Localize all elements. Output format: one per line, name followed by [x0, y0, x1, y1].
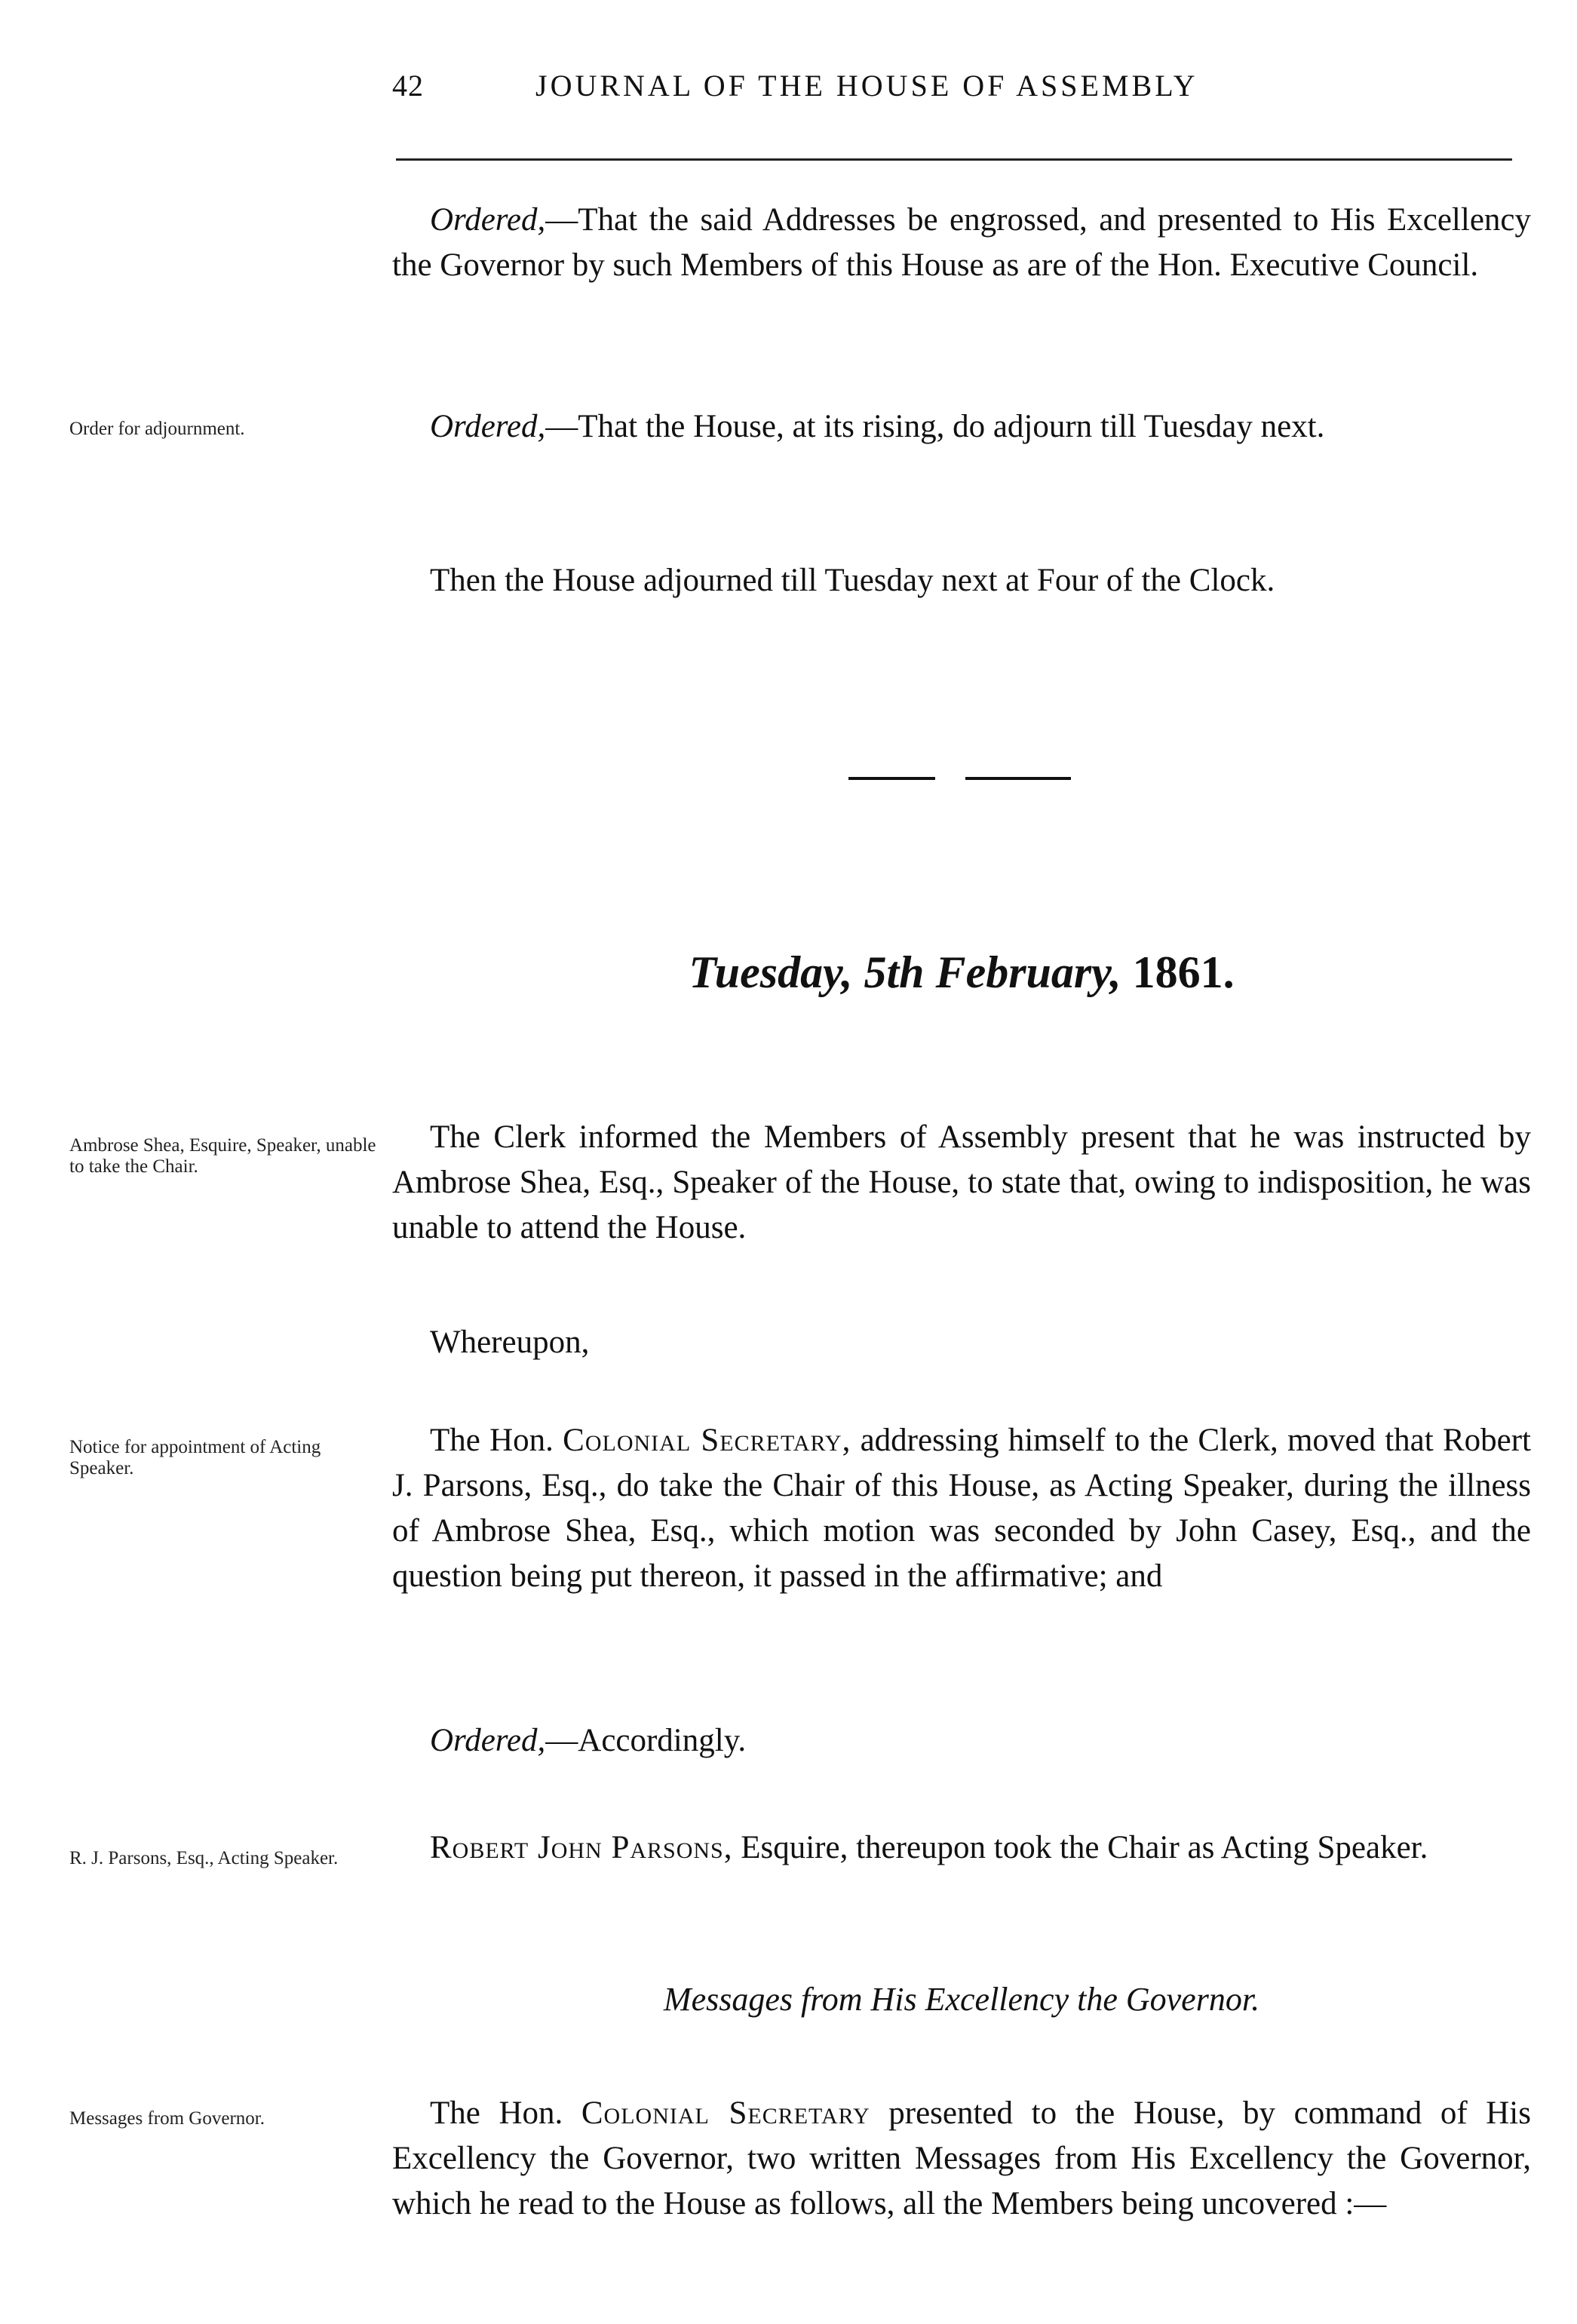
- ordered-label: Ordered,: [430, 409, 546, 444]
- paragraph-pre: The Hon.: [430, 1423, 554, 1458]
- paragraph-parsons-took-chair: [392, 1825, 1531, 1871]
- paragraph-text: addressing himself to the Clerk, moved that Robert J. Parsons, Esq., do take the Chair of this House, as Acting Speaker, during the illness of Ambrose Shea, Esq., which motion was seconded by John Casey, Esq., and the question being put thereon, it passed in the affirmative; and: [392, 1423, 1531, 1594]
- paragraph-messages-presented: [392, 2091, 1531, 2227]
- date-weekday: Tuesday,: [689, 947, 853, 997]
- paragraph-text: Then the House adjourned till Tuesday next at Four of the Clock.: [430, 563, 1275, 598]
- paragraph-motion-acting-speaker: [392, 1418, 1531, 1599]
- date-month: February,: [935, 947, 1121, 997]
- paragraph-text: Esquire, thereupon took the Chair as Acting Speaker.: [741, 1830, 1428, 1865]
- section-heading: Messages from His Excellency the Governor.: [663, 1981, 1260, 2018]
- margin-note-notice: Notice for appointment of Acting Speaker.: [69, 1437, 321, 1478]
- robert-john-parsons: Robert John Parsons,: [430, 1830, 733, 1865]
- paragraph-text: The Clerk informed the Members of Assembly present that he was instructed by Ambrose Shea, Esq., Speaker of the House, to state that, owing to indisposition, he was unable to attend the House.: [392, 1119, 1531, 1245]
- separator-rule-left: [848, 777, 935, 780]
- date-heading: [392, 947, 1531, 999]
- paragraph-text: —That the House, at its rising, do adjourn till Tuesday next.: [545, 409, 1325, 444]
- paragraph-ordered-accordingly: [392, 1718, 1531, 1764]
- paragraph-addresses-engrossed: [392, 198, 1531, 288]
- margin-note-parsons: R. J. Parsons, Esq., Acting Speaker.: [69, 1848, 339, 1868]
- colonial-secretary: Colonial Secretary,: [563, 1423, 851, 1458]
- paragraph-text: —That the said Addresses be engrossed, and presented to His Excellency the Governor by such Members of this House as are of the Hon. Executive Council.: [392, 202, 1531, 283]
- date-day: 5th: [864, 947, 925, 997]
- paragraph-text: —Accordingly.: [545, 1723, 747, 1758]
- margin-note-shea: Ambrose Shea, Esquire, Speaker, unable to take the Chair.: [69, 1135, 376, 1177]
- page-number: 42: [392, 69, 424, 103]
- paragraph-house-adjourned: [392, 558, 1531, 603]
- ordered-label: Ordered,: [430, 202, 546, 238]
- separator-rule-right: [965, 777, 1071, 780]
- ordered-label: Ordered,: [430, 1723, 546, 1758]
- date-year: 1861.: [1132, 947, 1235, 997]
- paragraph-text: presented to the House, by command of His Excellency the Governor, two written Messages from His Excellency the Governor, which he read to the House as follows, all the Members being uncovered :—: [392, 2095, 1531, 2221]
- page-header: [392, 68, 1523, 113]
- margin-note-adjournment: Order for adjournment.: [69, 419, 245, 439]
- paragraph-text: Whereupon,: [430, 1325, 590, 1360]
- paragraph-pre: The Hon.: [430, 2095, 563, 2131]
- margin-note-messages: Messages from Governor.: [69, 2108, 265, 2129]
- paragraph-order-adjournment: [392, 404, 1531, 450]
- header-rule: [396, 158, 1512, 161]
- paragraph-whereupon: [392, 1320, 1531, 1365]
- paragraph-clerk-informed: [392, 1115, 1531, 1251]
- colonial-secretary: Colonial Secretary: [581, 2095, 870, 2131]
- running-title: JOURNAL OF THE HOUSE OF ASSEMBLY: [535, 69, 1198, 103]
